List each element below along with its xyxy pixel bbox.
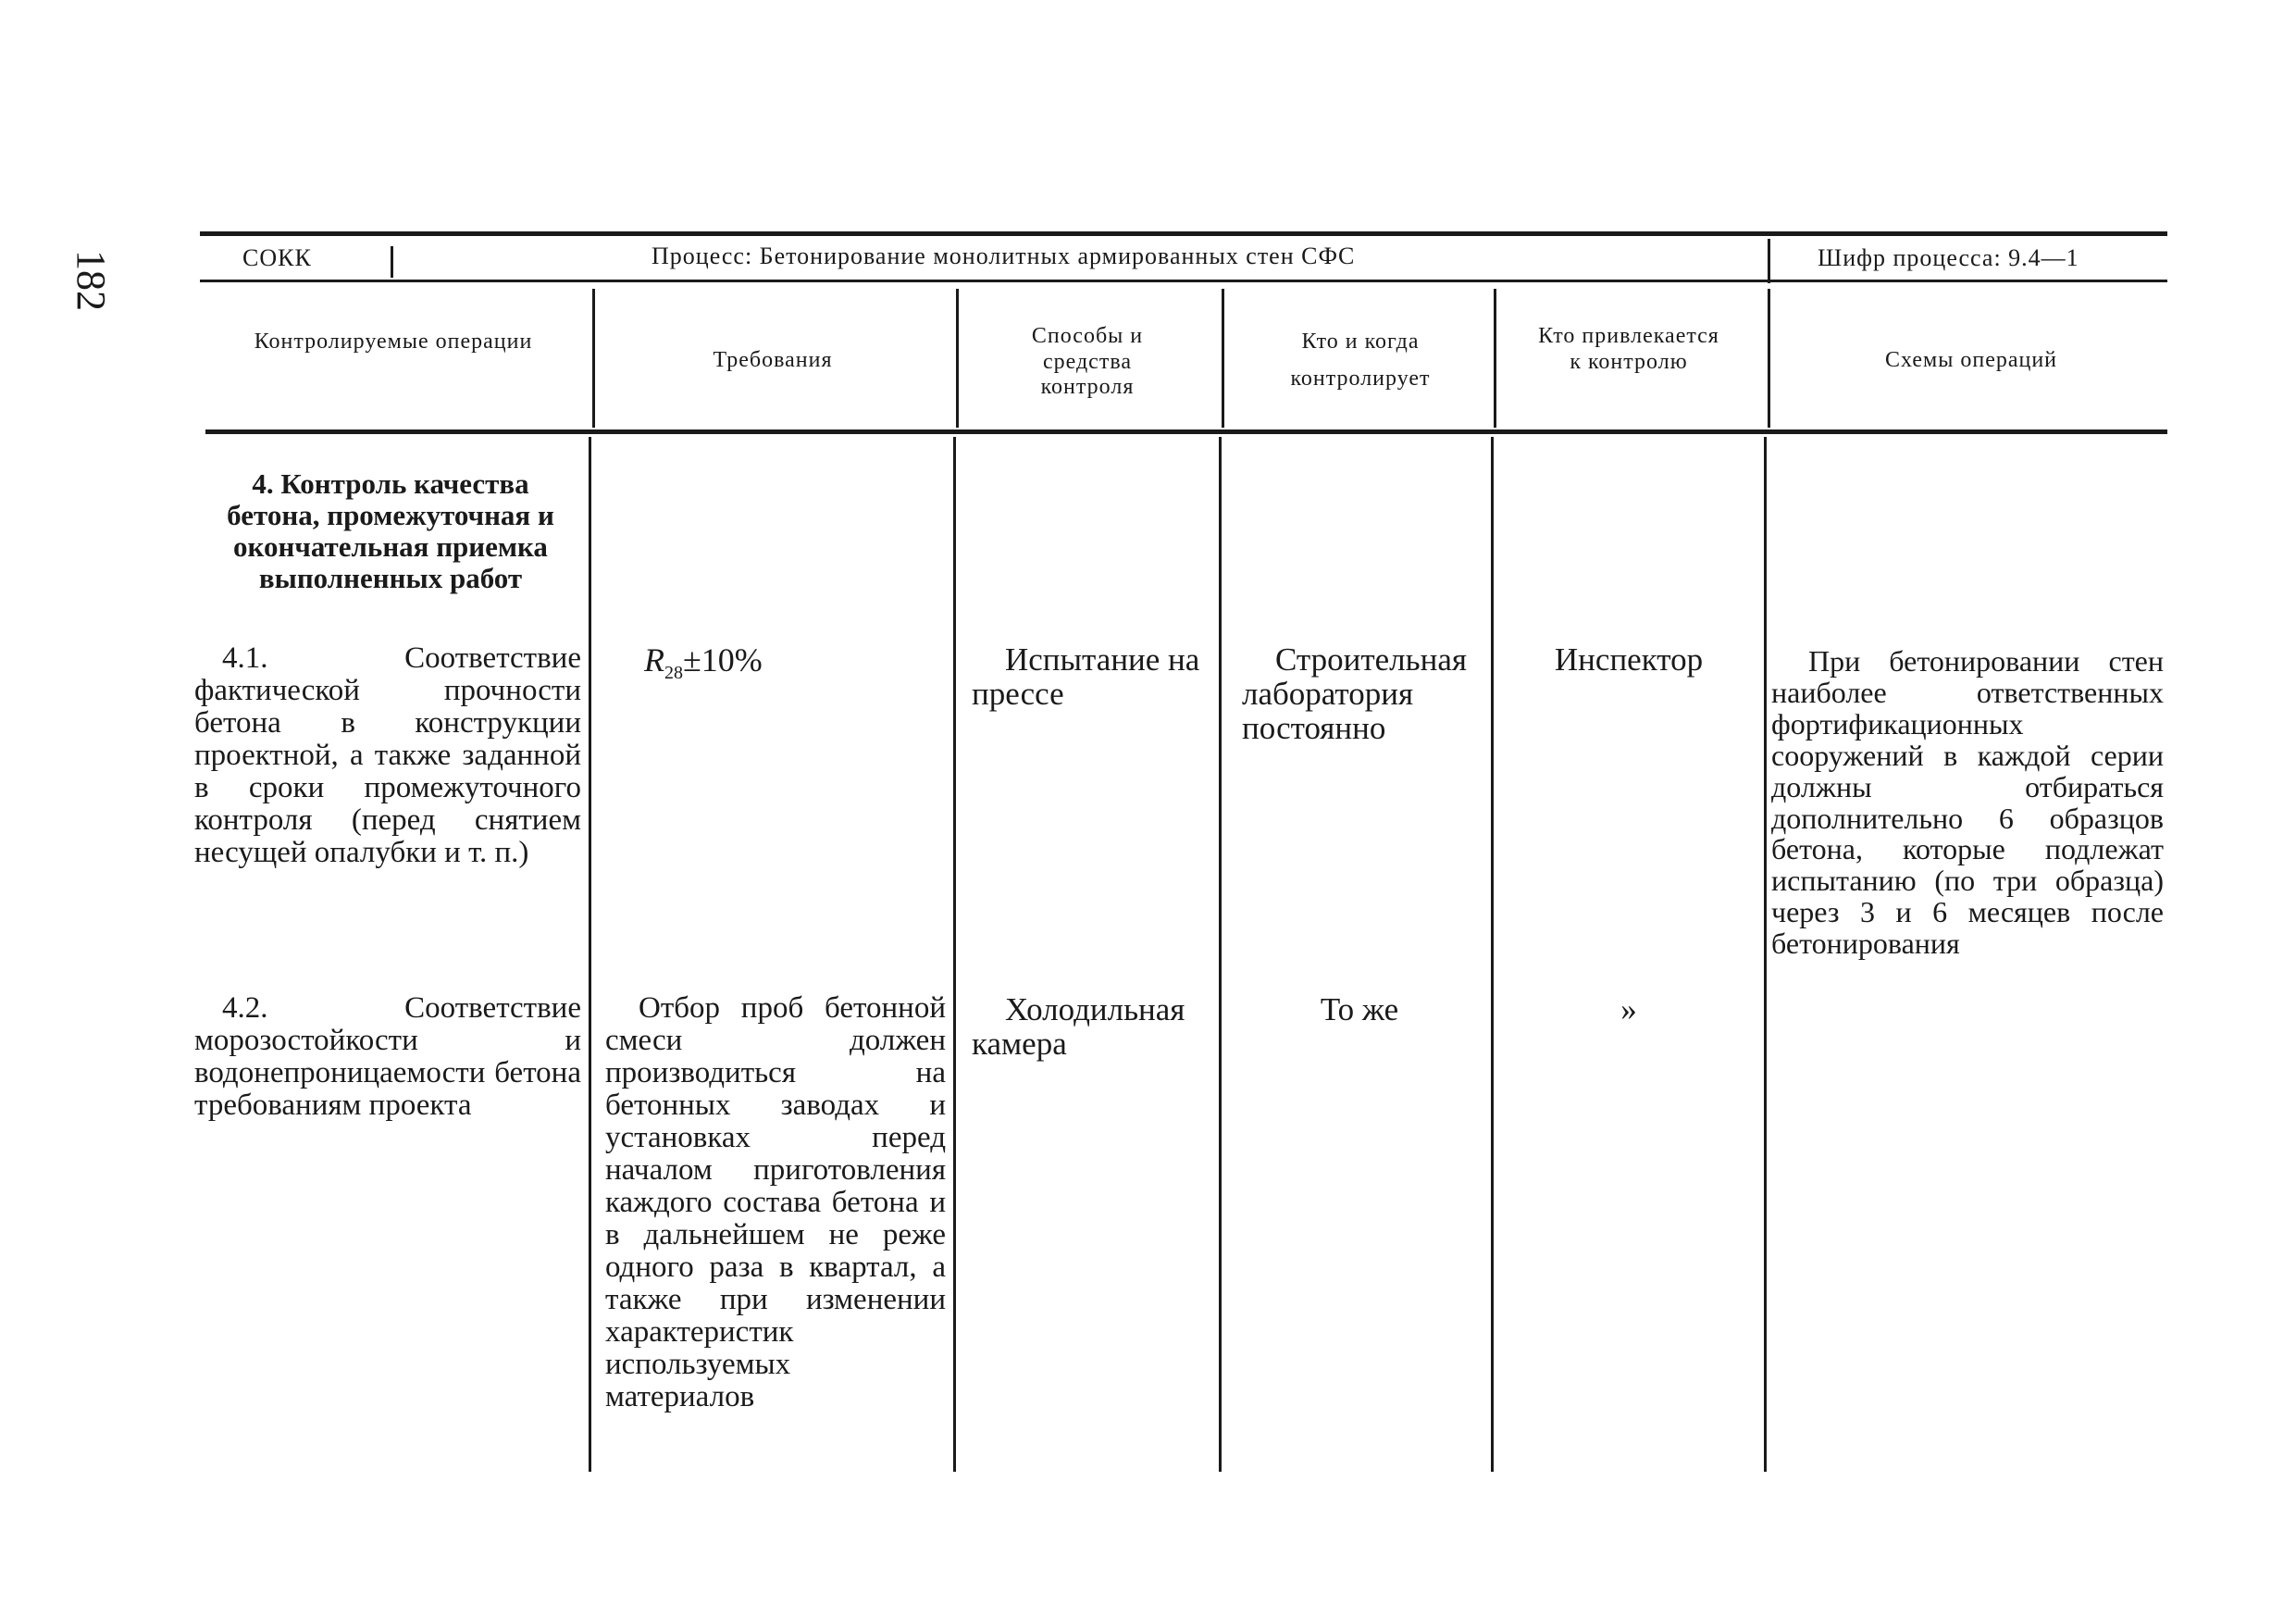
strength-symbol: R [644, 641, 664, 678]
row-4-2-involved: » [1620, 991, 1637, 1027]
row-4-1-involved: Инспектор [1554, 641, 1704, 678]
column-divider-5 [1768, 289, 1770, 428]
column-header-operations: Контролируемые операции [254, 330, 533, 354]
column-divider-1 [592, 289, 595, 428]
strength-subscript: 28 [664, 663, 683, 684]
row-4-1-who-when: Строительная лаборатория постоянно [1242, 641, 1467, 747]
column-divider-3 [1222, 289, 1224, 428]
column-header-involved: Кто привлекается к контролю [1538, 324, 1719, 374]
row-4-2-requirement: Отбор проб бетонной смеси должен производиться на бетонных заводах и установках перед началом приготовления каждого состава бетона и в дальнейшем не реже одного раза в квартал, а также при изменении характеристик используемых материалов [605, 991, 946, 1413]
column-header-who-when: Кто и когда контролирует [1290, 330, 1431, 391]
top-rule [200, 231, 2167, 236]
process-title: Процесс: Бетонирование монолитных армированных стен СФС [652, 243, 1356, 269]
column-divider-1-body [589, 437, 591, 1472]
section-title: 4. Контроль качества бетона, промежуточная и окончательная приемка выполненных работ [227, 467, 554, 595]
row-4-1-operation: 4.1. Соответствие фактической прочности бетона в конструкции проектной, а также заданной в сроки промежуточного контроля (перед снятием несущей опалубки и т. п.) [194, 641, 581, 869]
column-divider-5-body [1764, 437, 1767, 1472]
header-separator-2 [1768, 239, 1770, 283]
row-4-1-scheme: При бетонировании стен наиболее ответственных фортификационных сооружений в каждой серии должны отбираться дополнительно 6 образцов бетона, которые подлежат испытанию (по три образца) через 3 и 6 месяцев после бетонирования [1771, 644, 2164, 961]
sokk-label: СОКК [242, 244, 312, 271]
page-number: 182 [68, 250, 114, 311]
header-bottom-rule [200, 280, 2167, 282]
process-code: Шифр процесса: 9.4—1 [1818, 244, 2079, 271]
row-4-2-method: Холодильная камера [972, 991, 1185, 1063]
column-divider-2-body [953, 437, 956, 1472]
column-divider-4-body [1491, 437, 1494, 1472]
row-4-2-who-when: То же [1320, 991, 1399, 1027]
column-header-bottom-rule [205, 429, 2167, 434]
column-header-methods: Способы и средства контроля [1031, 324, 1144, 400]
row-4-2-operation: 4.2. Соответствие морозостойкости и водонепроницаемости бетона требованиям проекта [194, 991, 581, 1122]
strength-tolerance: ±10% [683, 641, 763, 678]
column-divider-4 [1494, 289, 1496, 428]
row-4-1-requirement [644, 642, 940, 683]
row-4-1-method: Испытание на прессе [972, 641, 1200, 713]
column-divider-2 [956, 289, 959, 428]
column-header-requirements: Требования [713, 348, 833, 372]
column-divider-3-body [1219, 437, 1222, 1472]
column-header-schemes: Схемы операций [1884, 348, 2058, 372]
header-separator-1 [391, 246, 393, 278]
